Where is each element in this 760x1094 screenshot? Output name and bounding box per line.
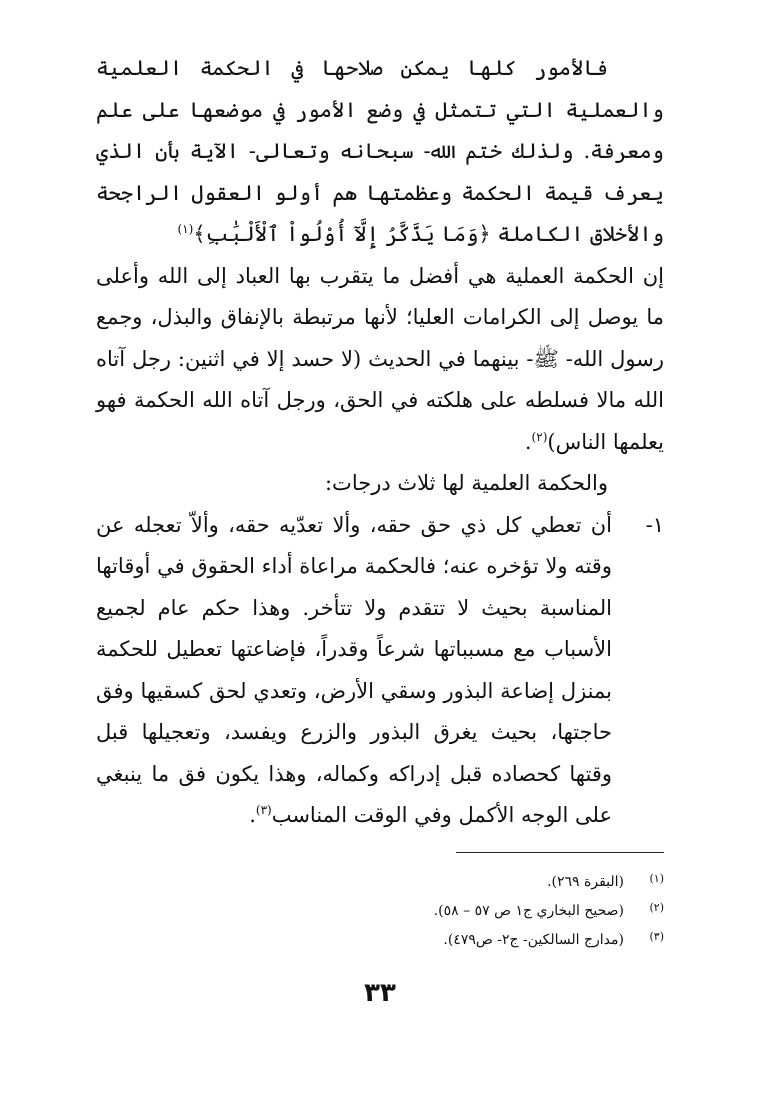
footnote-text: (البقرة ٢٦٩). xyxy=(547,874,624,890)
footnote-text: (مدارج السالكين- ج٢- ص٤٧٩). xyxy=(443,932,624,948)
paragraph-2 xyxy=(96,256,664,464)
footnote-text: (صحيح البخاري ج١ ص ٥٧ – ٥٨). xyxy=(433,903,624,919)
footnote-number: (٢) xyxy=(649,901,664,914)
list-item-text xyxy=(96,505,612,837)
list-item-1-body: أن تعطي كل ذي حق حقه، وألا تعدّيه حقه، وألاّ تعجله عن وقته ولا تؤخره عنه؛ فالحكمة مراعاة أداء الحقوق في أوقاتها المناسبة بحيث لا تتقدم ولا تتأخر. وهذا حكم عام لجميع الأسباب مع مسبباتها شرعاً وقدراً، فإضاعتها تعطيل للحكمة بمنزل إضاعة البذور وسقي الأرض، وتعدي لحق كسقيها وفق حاجتها، بحيث يغرق البذور والزرع ويفسد، وتعجيلها قبل وقتها كحصاده قبل إدراكه وكماله، وهذا يكون فق ما ينبغي على الوجه الأكمل وفي الوقت المناسب xyxy=(96,512,612,827)
section-heading: والحكمة العلمية لها ثلاث درجات: xyxy=(324,471,608,495)
footnote-separator xyxy=(456,852,664,853)
main-text xyxy=(96,48,664,837)
footnotes xyxy=(104,868,664,955)
footnote-number: (١) xyxy=(649,872,664,885)
footnote-number: (٣) xyxy=(649,930,664,943)
footnote-1 xyxy=(104,868,664,897)
paragraph-1-text: فالأمور كلها يمكن صلاحها في الحكمة العلمية والعملية التي تتمثل في وضع الأمور في موضعها على علم ومعرفة. ولذلك ختم الله- سبحانه وتعالى- الآية بأن الذي يعرف قيمة الحكمة وعظمتها هم أولو العقول الراجحة والأخلاق الكاملة ﴿وَمَا يَذَّكَّرُ إِلَّآ أُوْلُواْ ٱلْأَلْبَٰبِ﴾ xyxy=(96,56,664,246)
footnote-ref-1: (١) xyxy=(177,222,194,236)
paragraph-2-end: . xyxy=(524,429,532,454)
list-item-1 xyxy=(96,505,664,837)
list-item-1-end: . xyxy=(249,803,256,827)
page-number: ٣٣ xyxy=(364,978,396,1008)
footnote-ref-2: (٢) xyxy=(531,429,548,444)
footnote-2 xyxy=(104,897,664,926)
list-item-number: ١- xyxy=(645,512,664,537)
footnote-ref-3: (٣) xyxy=(255,803,272,817)
footnote-3 xyxy=(104,926,664,955)
paragraph-2-text: إن الحكمة العملية هي أفضل ما يتقرب بها العباد إلى الله وأعلى ما يوصل إلى الكرامات العليا؛ لأنها مرتبطة بالإنفاق والبذل، وجمع رسول الله- ﷺ- بينهما في الحديث (لا حسد إلا في اثنين: رجل آتاه الله مالا فسلطه على هلكته في الحق، ورجل آتاه الله الحكمة فهو يعلمها الناس) xyxy=(96,263,664,454)
paragraph-1 xyxy=(96,48,664,256)
